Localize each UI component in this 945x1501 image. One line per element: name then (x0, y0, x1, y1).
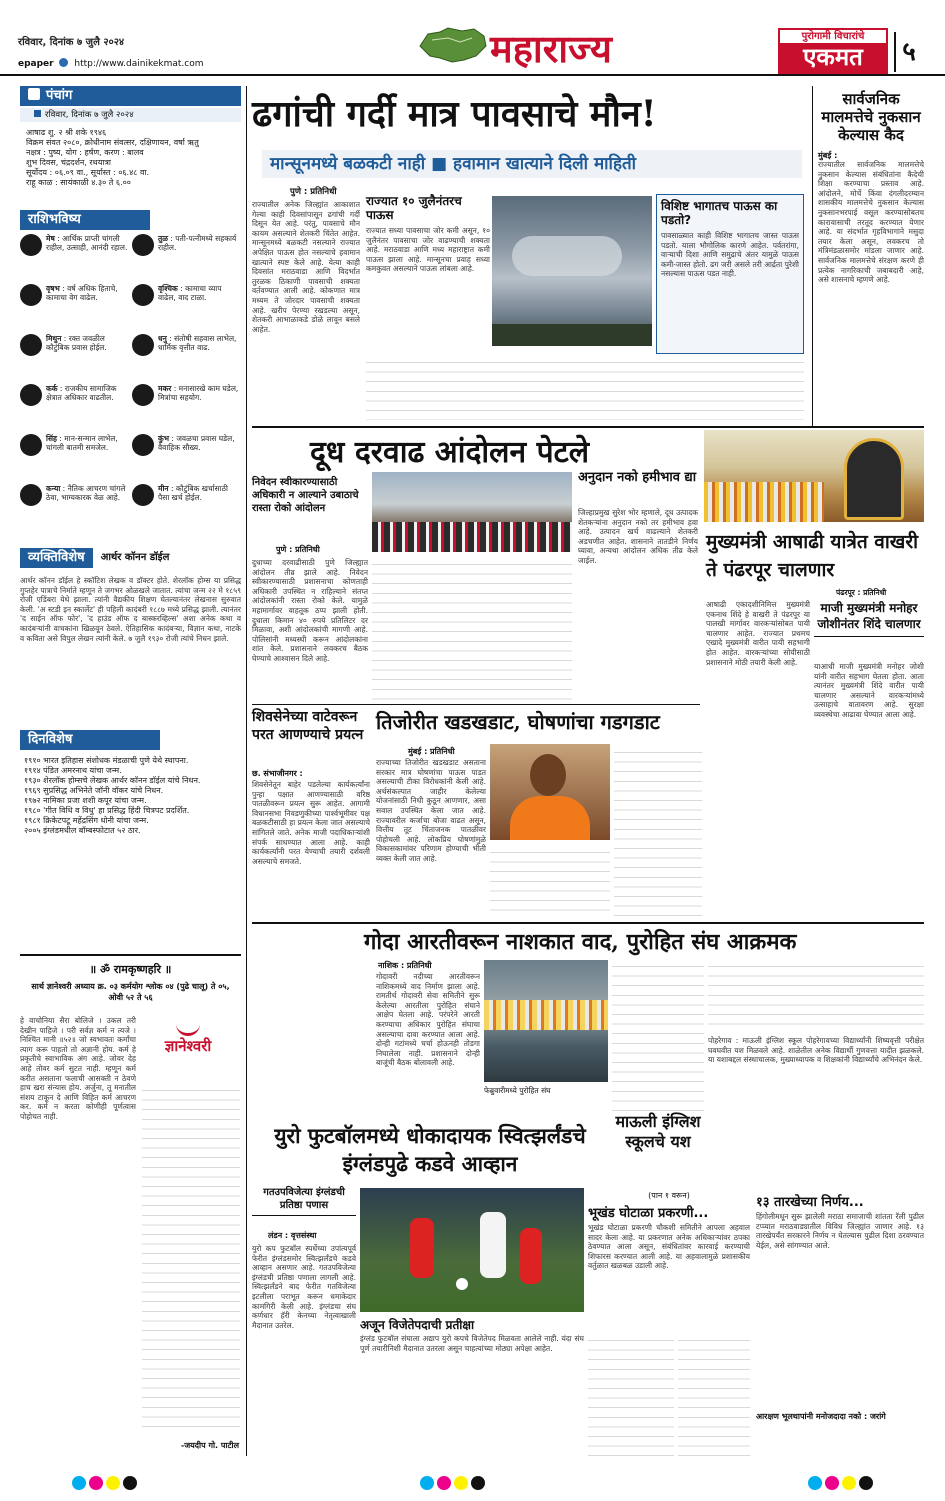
rashi-col-left (20, 234, 128, 534)
cm-byline: पंढरपूर : प्रतिनिधी (836, 588, 887, 597)
rashi-text: कौटुंबिक खर्चासाठी पैसा खर्च होईल. (158, 484, 228, 502)
rashi-item: कन्या : नैतिक आचरण चांगले ठेवा, भाग्यकारक वेळ आहे. (20, 484, 128, 534)
panchang-date-row (20, 108, 241, 122)
wari-photo (704, 430, 924, 522)
euro-headline: युरो फुटबॉलमध्ये धोकादायक स्वित्झर्लंडचे इंग्लंडपुढे कडवे आव्हान (274, 1123, 586, 1176)
dinvishesh-item: १९१४ पंडित अमरनाथ यांचा जन्म. (24, 766, 122, 775)
zodiac-sagittarius-icon (132, 334, 154, 356)
milk-headline: दूध दरवाढ आंदोलन पेटले (310, 435, 590, 470)
dnyaneshwari-logo (140, 1016, 236, 1076)
reg-black (123, 1476, 137, 1490)
bhukhand-headline: भूखंड घोटाळा प्रकरणी... (588, 1206, 709, 1221)
zodiac-aquarius-icon (132, 434, 154, 456)
section-rule (252, 922, 924, 924)
lead-text-cont (366, 356, 804, 420)
spiritual-title: ॥ ॐ रामकृष्णहरि ॥ (89, 963, 172, 976)
rashi-item: कुंभ : जवळचा प्रवास घडेल, वैवाहिक सौख्य. (132, 434, 240, 484)
spiritual-text-cont (142, 1084, 240, 1434)
panchang-title: पंचांग (46, 88, 73, 103)
bhukhand-text: भूखंड घोटाळा प्रकरणी चौकशी समितीने आपला अहवाल सादर केला आहे. या प्रकरणात अनेक अधिकाऱ्यांवर ठपका ठेवण्यात आला असून, संबंधितांवर कारवाई करण्याची शिफारस करण्यात आली आहे. या अहवालामुळे प्रशासकीय वर्तुळात खळबळ उडाली आहे. (588, 1223, 750, 1271)
cm-headline: मुख्यमंत्री आषाढी यात्रेत वाखरी ते पंढरपूर चालणार (706, 531, 919, 581)
zodiac-aries-icon (20, 234, 42, 256)
protest-photo (372, 472, 572, 552)
milk-sub2-title: अनुदान नको हमीभाव द्या (578, 470, 697, 485)
goda-byline: नाशिक : प्रतिनिधी (378, 961, 432, 970)
zodiac-virgo-icon (20, 484, 42, 506)
cm-text: आषाढी एकादशीनिमित्त मुख्यमंत्री एकनाथ शिंदे हे वाखरी ते पंढरपूर या पालखी मार्गावर वारकऱ्यांसोबत पायी चालणार आहेत. राज्यात प्रथमच एखादे मुख्यमंत्री वारीत पायी सहभागी होत आहेत. वारकऱ्यांच्या सोयीसाठी प्रशासनाने मोठी तयारी केली आहे. (706, 600, 810, 667)
zodiac-gemini-icon (20, 334, 42, 356)
school-headline: माऊली इंग्लिश स्कूलचे यश (615, 1112, 701, 1151)
zodiac-capricorn-icon (132, 384, 154, 406)
rashi-name: वृश्चिक (158, 284, 178, 293)
zodiac-scorpio-icon (132, 284, 154, 306)
dinvishesh-item: १९३० शेरलॉक होम्सचे लेखक आर्थर कॉनन डॉईल यांचे निधन. (24, 776, 201, 785)
rashi-text: मनासारखे काम घडेल, मित्रांचा सहयोग. (158, 384, 239, 402)
masthead-date: रविवार, दिनांक ७ जुलै २०२४ (18, 37, 125, 48)
shivsena-text: शिवसेनेतून बाहेर पडलेल्या कार्यकर्त्यांना पुन्हा पक्षात आणण्यासाठी वरिष्ठ पातळीवरून प्रयत्न सुरू आहेत. आगामी विधानसभा निवडणुकीच्या पार्श्वभूमीवर पक्ष बळकटीसाठी हा प्रयत्न केला जात असल्याचे सांगितले जाते. अनेक माजी पदाधिकाऱ्यांशी संपर्क साधण्यात आला आहे. काही कार्यकर्त्यांनी परत येण्याची तयारी दर्शवली असल्याचे समजते. (252, 780, 370, 866)
box-regional-text: पावसाळ्यात काही विशिष्ट भागातच जास्त पाऊस पडतो. याला भौगोलिक कारणे आहेत. पर्वतरांगा, वाऱ्याची दिशा आणि समुद्राचे अंतर यामुळे पाऊस कमी-जास्त होतो. ढग जरी असले तरी आर्द्रता पुरेशी नसल्यास पाऊस पडत नाही. (661, 231, 799, 279)
sidebar-text: राज्यातील सार्वजनिक मालमत्तेचे नुकसान केल्यास संबंधितांना कैदेची शिक्षा करण्याचा प्रस्ताव आहे. आंदोलने, मोर्चे किंवा दंगलीदरम्यान शासकीय मालमत्तेचे नुकसान केल्यास नुकसानभरपाई वसूल करण्यासोबतच कारावासाची तरतूद करण्यात येणार आहे. या संदर्भात गृहविभागाने मसुदा तयार केला असून, लवकरच तो मंत्रिमंडळासमोर मांडला जाणार आहे. सार्वजनिक मालमत्तेचे संरक्षण करणे ही प्रत्येक नागरिकाची जबाबदारी आहे, असे शासनाचे म्हणणे आहे. (818, 160, 924, 285)
panchang-line: विक्रम संवत २०८०, क्रोधीनाम संवत्सर, दक्षिणायन, वर्षा ऋतु (26, 138, 199, 147)
person-head (530, 754, 566, 796)
dinvishesh-item: १९८१ क्रिकेटपटू महेंद्रसिंग धोनी यांचा जन्म. (24, 816, 149, 825)
euro-caption: अजून विजेतेपदाची प्रतीक्षा (360, 1318, 475, 1332)
tree-line (492, 324, 652, 346)
logo-text: ज्ञानेश्वरी (164, 1037, 212, 1055)
panchang-icon (28, 88, 40, 100)
sidebar-byline: मुंबई : (818, 151, 838, 160)
bhukhand-box (588, 1190, 750, 1330)
cloudy-sky-photo (492, 196, 652, 346)
rashi-name: वृषभ (46, 284, 60, 293)
rashi-item: धनु : संतोषी सहवास लाभेल, धार्मिक वृत्तीत वाढ. (132, 334, 240, 384)
rashi-text: जवळचा प्रवास घडेल, वैवाहिक सौख्य. (158, 434, 235, 452)
panchang-line: नक्षत्र : पुष्य, योग : हर्षण, करण : बालव (26, 148, 144, 157)
registration-marks-right (808, 1476, 873, 1490)
brand-box (778, 28, 888, 74)
person-shirt (510, 796, 590, 840)
zodiac-libra-icon (132, 234, 154, 256)
zodiac-leo-icon (20, 434, 42, 456)
euro-text: युरो कप फुटबॉल स्पर्धेच्या उपांत्यपूर्व फेरीत इंग्लंडसमोर स्वित्झर्लंडचे कडवे आव्हान असणार आहे. गतउपविजेत्या इंग्लंडची प्रतिष्ठा पणाला लागली आहे. स्वित्झर्लंडने बाद फेरीत गतविजेत्या इटलीला पराभूत करून धमाकेदार कामगिरी केली आहे. इंग्लंडचा संघ कर्णधार हॅरी केनच्या नेतृत्वाखाली मैदानात उतरेल. (252, 1244, 356, 1330)
rashi-name: कुंभ (158, 434, 170, 443)
vyakti-name: आर्थर कॉनन डॉईल (100, 552, 170, 563)
rashi-item: मेष : आर्थिक प्राप्ती चांगली राहील, उत्साही, आनंदी रहाल. (20, 234, 128, 284)
website-link[interactable]: http://www.dainikekmat.com (74, 59, 204, 69)
section-rule (252, 426, 924, 428)
rashi-name: मिथुन (46, 334, 62, 343)
zodiac-taurus-icon (20, 284, 42, 306)
dinvishesh-item: २००५ इंग्लंडमधील बॉम्बस्फोटात ५२ ठार. (24, 826, 141, 835)
lead-text: राज्यातील अनेक जिल्ह्यांत आकाशात गेल्या काही दिवसांपासून ढगांची गर्दी दिसून येत आहे. परंतु, पावसाचे मौन कायम असल्याने शेतकरी चिंतेत आहेत. मान्सूनमध्ये बळकटी नसल्याने राज्यात अपेक्षित पाऊस होत नसल्याचे हवामान खात्याने स्पष्ट केले आहे. येत्या काही दिवसांत मराठवाडा आणि विदर्भात तुरळक ठिकाणी पावसाची शक्यता वर्तवण्यात आली आहे. कोकणात मात्र मध्यम ते जोरदार पावसाची शक्यता आहे. खरीप पेरण्या रखडल्या असून, शेतकरी आभाळाकडे डोळे लावून बसले आहेत. (252, 200, 360, 334)
panchang-line: शुभ दिवस, चंद्रदर्शन, रथयात्रा (26, 158, 111, 167)
rashi-col-right (132, 234, 240, 534)
panchang-header (20, 86, 241, 106)
rashi-item: तुळ : पती-पत्नीमध्ये सहकार्य राहील. (132, 234, 240, 284)
player-red (520, 1228, 542, 1284)
treasury-byline: मुंबई : प्रतिनिधी (408, 747, 455, 756)
masthead (0, 0, 945, 76)
lead-byline: पुणे : प्रतिनिधी (290, 187, 337, 197)
spiritual-box (20, 954, 241, 1454)
box-regional-title: विशिष्ट भागातच पाऊस का पडतो? (661, 199, 778, 227)
euro-caption-text: इंग्लंड फुटबॉल संघाला अद्याप युरो कपचे विजेतेपद मिळवता आलेले नाही. यंदा संघ पूर्ण तयारीनिशी मैदानात उतरला असून चाहत्यांच्या मोठ्या अपेक्षा आहेत. (360, 1334, 584, 1353)
rashi-text: वर्ष अधिक हिताचे, कामाचा वेग वाढेल. (46, 284, 118, 302)
spiritual-text: हे वाचोनिया सैरा बोलिजे । उकल तरी देखीन पाहिजे । परी सर्वज्ञ कर्म न त्यजे । निश्चित मानी ॥५२॥ जो स्वभावतः कर्मांचा त्याग करू पाहतो तो अज्ञानी होय. कर्म हे प्रकृतीचे स्वाभाविक अंग आहे. जोवर देह आहे तोवर कर्म सुटत नाही. म्हणून कर्म करीत असताना फलाची आसक्ती न ठेवणे हाच खरा संन्यास होय. अर्जुना, तू मनातील संशय टाकून दे आणि विहित कर्म आचरण कर. कर्म न करता कोणीही पूर्णत्वास पोहोचत नाही. (20, 1016, 136, 1121)
dinvishesh-title: दिनविशेष (28, 732, 73, 747)
rashi-title: राशिभविष्य (28, 212, 81, 227)
rashi-item: वृषभ : वर्ष अधिक हिताचे, कामाचा वेग वाढेल. (20, 284, 128, 334)
rashi-text: राजकीय सामाजिक क्षेत्रात अधिकार वाढतील. (46, 384, 117, 402)
cloud-shape (512, 236, 622, 276)
milk-text: दुधाच्या दरवाढीसाठी पुणे जिल्ह्यात आंदोलन तीव्र झाले आहे. निवेदन स्वीकारण्यासाठी प्रशासनाचा कोणताही अधिकारी उपस्थित न राहिल्याने संतप्त आंदोलकांनी रास्ता रोको केले. यामुळे महामार्गावर वाहतूक ठप्प झाली होती. दुधाला किमान ४० रुपये प्रतिलिटर दर मिळावा, अशी आंदोलकांची मागणी आहे. पोलिसांनी मध्यस्थी करून आंदोलकांना शांत केले. प्रशासनाने लवकरच बैठक घेण्याचे आश्वासन दिले आहे. (252, 558, 368, 663)
minister-photo (490, 744, 610, 840)
rashi-item: सिंह : मान-सन्मान लाभेल, चांगली बातमी समजेल. (20, 434, 128, 484)
bhukhand-tag: (पान १ वरून) (648, 1191, 690, 1200)
page-number: ५ (894, 32, 922, 72)
dinvishesh-header (20, 730, 160, 750)
rashi-text: मान-सन्मान लाभेल, चांगली बातमी समजेल. (46, 434, 118, 452)
reg-magenta (437, 1476, 451, 1490)
registration-marks-center (420, 1476, 485, 1490)
reg-magenta (825, 1476, 839, 1490)
thirteen-text: हिंगोलीमधून सुरू झालेली मराठा समाजाची शांतता रॅली पुढील टप्प्यात मराठवाड्यातील विविध जिल्ह्यांत जाणार आहे. १३ तारखेपर्यंत सरकारने निर्णय न घेतल्यास पुढील दिशा ठरवण्यात येईल, असे सांगण्यात आले. (756, 1212, 924, 1250)
rashi-text: कामाचा व्याप वाढेल, वाद टाळा. (158, 284, 222, 302)
shivsena-byline: छ. संभाजीनगर : (252, 769, 303, 778)
shivsena-headline: शिवसेनेच्या वाटेवरून परत आणण्याचे प्रयत्न (252, 709, 364, 743)
goda-headline: गोदा आरतीवरून नाशकात वाद, पुरोहित संघ आक्रमक (364, 929, 797, 955)
section-title: महाराज्य (490, 26, 612, 71)
rashi-name: मेष (46, 234, 55, 243)
football-photo (360, 1188, 584, 1312)
player-red (410, 1218, 434, 1278)
school-text: पोहरेगाव : माऊली इंग्लिश स्कूल पोहरेगावच्या विद्यार्थ्यांनी शिष्यवृत्ती परीक्षेत घवघवीत यश मिळवले आहे. शाळेतील अनेक विद्यार्थी गुणवत्ता यादीत झळकले. या यशाबद्दल संस्थाचालक, मुख्याध्यापक व शिक्षकांनी विद्यार्थ्यांचे अभिनंदन केले. (708, 1036, 924, 1065)
euro-byline: लंडन : वृत्तसंस्था (268, 1231, 317, 1240)
player-white (480, 1212, 506, 1278)
aarti-photo (484, 960, 608, 1082)
panchang-lines (26, 128, 238, 188)
treasury-text-cont (614, 746, 702, 918)
epaper-label: epaper (18, 59, 54, 69)
crowd-band (484, 1000, 608, 1030)
reg-cyan (420, 1476, 434, 1490)
milk-text-cont (372, 558, 572, 700)
goda-text-cont (612, 960, 704, 1114)
euro-text-cont (588, 1334, 674, 1456)
vyakti-header (20, 548, 241, 568)
goda-text-cont (708, 960, 924, 1032)
crowd-band (704, 482, 824, 522)
crowd-band (372, 522, 572, 552)
treasury-text: राज्याच्या तिजोरीत खडखडाट असताना सरकार मात्र घोषणांचा पाऊस पाडत असल्याची टीका विरोधकांनी केली आहे. अर्थसंकल्पात जाहीर केलेल्या योजनांसाठी निधी कुठून आणणार, असा सवाल उपस्थित केला जात आहे. राज्यावरील कर्जाचा बोजा वाढत असून, वित्तीय तूट चिंताजनक पातळीवर पोहोचली आहे. लोकप्रिय घोषणांमुळे विकासकामांवर परिणाम होण्याची भीती व्यक्त केली जात आहे. (376, 758, 486, 863)
panchang-date: रविवार, दिनांक ७ जुलै २०२४ (45, 110, 134, 120)
rashi-item: मकर : मनासारखे काम घडेल, मित्रांचा सहयोग. (132, 384, 240, 434)
milk-sub2-text: जिल्हाप्रमुख सुरेश भोर म्हणाले, दूध उत्पादक शेतकऱ्यांना अनुदान नको तर हमीभाव हवा आहे. उत्पादन खर्च वाढल्याने शेतकरी अडचणीत आहेत. शासनाने तातडीने निर्णय घ्यावा, अन्यथा आंदोलन अधिक तीव्र केले जाईल. (578, 508, 698, 565)
vyakti-title: व्यक्तिविशेष (20, 548, 93, 568)
zodiac-cancer-icon (20, 384, 42, 406)
state-map-icon (418, 26, 488, 64)
milk-sub: निवेदन स्वीकारण्यासाठी अधिकारी न आल्याने उबाठाचे रास्ता रोको आंदोलन (252, 477, 359, 514)
cm-box-title: माजी मुख्यमंत्री मनोहर जोशीनंतर शिंदे चालणार (814, 600, 924, 637)
zodiac-pisces-icon (132, 484, 154, 506)
dinvishesh-item: १९६९ सुप्रसिद्ध अभिनेते जॉनी वॉकर यांचे निधन. (24, 786, 164, 795)
registration-marks-left (72, 1476, 137, 1490)
calendar-icon (34, 110, 41, 117)
thirteen-headline: १३ तारखेच्या निर्णय... (756, 1195, 864, 1210)
dinvishesh-item: १९१० भारत इतिहास संशोधक मंडळाची पुणे येथे स्थापना. (24, 756, 189, 765)
rashi-text: आर्थिक प्राप्ती चांगली राहील, उत्साही, आनंदी रहाल. (46, 234, 128, 252)
rashi-name: मीन (158, 484, 169, 493)
bhukhand-text-cont (678, 1334, 750, 1456)
spiritual-signature: -जयदीप गो. पाटील (180, 1441, 239, 1450)
panchang-line: सूर्योदय : ०६.०९ वा., सूर्यास्त : ०६.४८ वा. (26, 168, 150, 177)
rashi-name: सिंह (46, 434, 57, 443)
rashi-name: धनु (158, 334, 167, 343)
thirteen-foot: आरक्षण भूलथापांनी मनोजदादा नको : जरांगे (756, 1412, 886, 1421)
reg-yellow (106, 1476, 120, 1490)
column-divider (246, 86, 247, 1456)
reg-black (859, 1476, 873, 1490)
globe-icon (59, 58, 68, 67)
dinvishesh-item: १९८० 'गीत विधि व विधु' हा प्रसिद्ध हिंदी चित्रपट प्रदर्शित. (24, 806, 190, 815)
lead-subhead: मान्सूनमध्ये बळकटी नाही ■ हवामान खात्याने दिली माहिती (262, 150, 802, 178)
cm-box-text: याआधी माजी मुख्यमंत्री मनोहर जोशी यांनी वारीत सहभाग घेतला होता. आता त्यानंतर मुख्यमंत्री शिंदे वारीत पायी चालणार असल्याने वारकऱ्यांमध्ये उत्साहाचे वातावरण आहे. सुरक्षा व्यवस्थेचा आढावा घेण्यात आला आहे. (814, 662, 924, 719)
reg-yellow (842, 1476, 856, 1490)
reg-magenta (89, 1476, 103, 1490)
rashi-name: तुळ (158, 234, 168, 243)
reg-black (471, 1476, 485, 1490)
rashi-item: कर्क : राजकीय सामाजिक क्षेत्रात अधिकार वाढतील. (20, 384, 128, 434)
rashi-item: मिथुन : रक्त जवळील कौटुंबिक प्रवास होईल. (20, 334, 128, 384)
rashi-name: कर्क (46, 384, 58, 393)
brand-logo: एकमत (803, 43, 863, 71)
dinvishesh-item: १९७२ नामिका प्रजा शशी कपूर यांचा जन्म. (24, 796, 147, 805)
goda-caption: फेब्रुवारीमध्ये पुरोहित संघ (484, 1086, 551, 1095)
panchang-line: राहू काळ : सायंकाळी ४.३० ते ६.०० (26, 178, 131, 187)
reg-cyan (808, 1476, 822, 1490)
lead-headline: ढगांची गर्दी मात्र पावसाचे मौन! (252, 93, 657, 135)
box-july-text: राज्यात सध्या पावसाचा जोर कमी असून, १० जुलैनंतर पावसाचा जोर वाढण्याची शक्यता आहे. मराठवाडा आणि मध्य महाराष्ट्रात कमी पाऊस झाला आहे. मान्सूनचा प्रवाह सध्या कमकुवत असल्याने पाऊस लांबला आहे. (366, 226, 490, 274)
lamp-icon (176, 1016, 200, 1036)
masthead-url-row (18, 58, 204, 69)
sidebar-headline: सार्वजनिक मालमत्तेचे नुकसान केल्यास कैद (821, 90, 921, 144)
rashi-name: कन्या (46, 484, 61, 493)
brand-tagline: पुरोगामी विचारांचे (780, 30, 886, 43)
milk-byline: पुणे : प्रतिनिधी (276, 545, 320, 554)
left-column (20, 86, 241, 1456)
rashi-grid (20, 234, 241, 544)
box-july-title: राज्यात १० जुलैनंतरच पाऊस (366, 194, 462, 222)
treasury-headline: तिजोरीत खडखडाट, घोषणांचा गडगडाट (376, 710, 660, 734)
dinvishesh-list (24, 756, 240, 836)
rashi-text: रक्त जवळील कौटुंबिक प्रवास होईल. (46, 334, 107, 352)
vyakti-text: आर्थर कॉनन डॉईल हे स्कॉटिश लेखक व डॉक्टर होते. शेरलॉक होम्स या प्रसिद्ध गुप्तहेर पात्राचे निर्माते म्हणून ते जगभर ओळखले जातात. त्यांचा जन्म २२ मे १८५९ रोजी एडिंबरा येथे झाला. त्यांनी वैद्यकीय शिक्षण घेतल्यानंतर लेखनास सुरुवात केली. 'अ स्टडी इन स्कार्लेट' ही पहिली कादंबरी १८८७ मध्ये प्रसिद्ध झाली. त्यानंतर 'द साईन ऑफ फोर', 'द हाउंड ऑफ द बास्करव्हिल्स' अशा अनेक कथा व कादंबऱ्यांनी वाचकांना खिळवून ठेवले. ऐतिहासिक कादंबऱ्या, विज्ञान कथा, नाटके व कविता असे विपुल लेखन त्यांनी केले. ७ जुलै १९३० रोजी त्यांचे निधन झाले. (20, 576, 241, 643)
treasury-text-cont (490, 846, 610, 918)
rashi-name: मकर (158, 384, 172, 393)
goda-text: गोदावरी नदीच्या आरतीवरून नाशिकमध्ये वाद निर्माण झाला आहे. रामतीर्थ गोदावरी सेवा समितीने सुरू केलेल्या आरतीला पुरोहित संघाने आक्षेप घेतला आहे. परंपरेने आरती करण्याचा अधिकार पुरोहित संघाचा असल्याचा दावा करण्यात आला आहे. दोन्ही गटांमध्ये चर्चा होऊनही तोडगा निघालेला नाही. प्रशासनाने दोन्ही बाजूंची बैठक बोलावली आहे. (376, 972, 480, 1068)
football (456, 1278, 468, 1290)
rashi-item: वृश्चिक : कामाचा व्याप वाढेल, वाद टाळा. (132, 284, 240, 334)
column-divider (812, 86, 813, 426)
rashi-text: नैतिक आचरण चांगले ठेवा, भाग्यकारक वेळ आहे. (46, 484, 126, 502)
spiritual-verse: सार्थ ज्ञानेश्वरी अध्याय क्र. ०३ कर्मयोग श्लोक ०४ (पुढे चालू) ते ०५, ओवी ५२ ते ५६ (31, 982, 230, 1002)
rashi-text: संतोषी सहवास लाभेल, धार्मिक वृत्तीत वाढ. (158, 334, 237, 352)
section-rule (252, 704, 700, 705)
euro-sub: गतउपविजेत्या इंग्लंडची प्रतिष्ठा पणास (252, 1186, 356, 1216)
rashi-header (20, 210, 150, 230)
rashi-item: मीन : कौटुंबिक खर्चासाठी पैसा खर्च होईल. (132, 484, 240, 534)
panchang-line: आषाढ शु. २ श्री शके १९४६ (26, 128, 107, 137)
reg-yellow (454, 1476, 468, 1490)
reg-cyan (72, 1476, 86, 1490)
rashi-text: पती-पत्नीमध्ये सहकार्य राहील. (158, 234, 237, 252)
idol-figure (844, 438, 904, 520)
box-regional-rain (656, 194, 804, 354)
